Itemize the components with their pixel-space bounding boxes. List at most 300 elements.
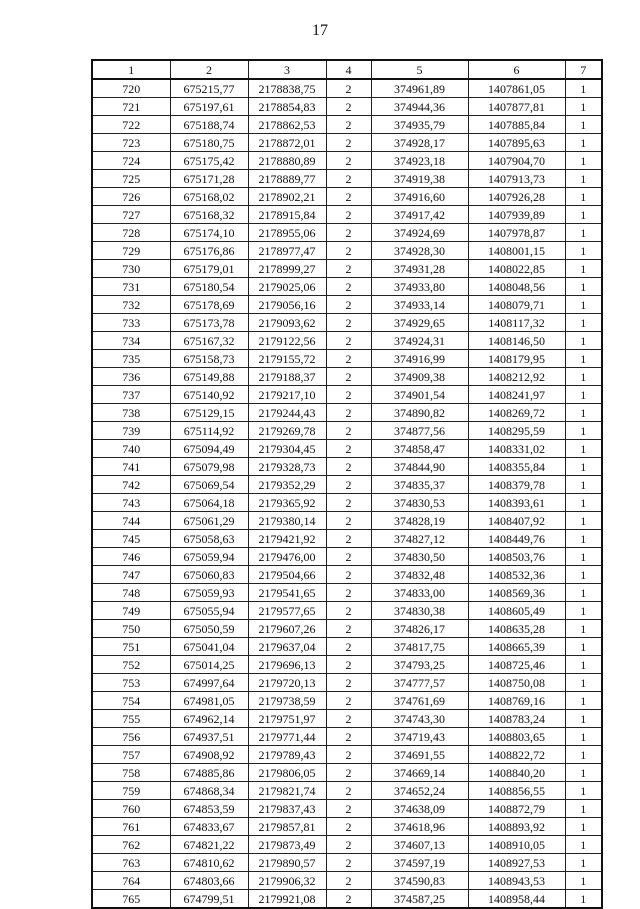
table-cell: 2179696,13 (248, 656, 326, 674)
table-cell: 753 (92, 674, 170, 692)
table-cell: 374826,17 (371, 620, 468, 638)
table-row (92, 566, 602, 584)
table-cell: 1 (565, 710, 602, 728)
table-cell: 2 (326, 134, 371, 152)
table-cell: 374909,38 (371, 368, 468, 386)
table-cell: 374944,36 (371, 98, 468, 116)
table-cell: 2179093,62 (248, 314, 326, 332)
table-cell: 374817,75 (371, 638, 468, 656)
table-cell: 759 (92, 782, 170, 800)
table-cell: 374924,31 (371, 332, 468, 350)
table-cell: 374931,28 (371, 260, 468, 278)
table-cell: 1407939,89 (468, 206, 565, 224)
table-cell: 1408449,76 (468, 530, 565, 548)
table-cell: 1 (565, 656, 602, 674)
table-cell: 1408079,71 (468, 296, 565, 314)
table-cell: 1408635,28 (468, 620, 565, 638)
table-cell: 1408750,08 (468, 674, 565, 692)
table-cell: 374929,65 (371, 314, 468, 332)
table-cell: 675175,42 (170, 152, 248, 170)
table-cell: 2 (326, 638, 371, 656)
table-cell: 675094,49 (170, 440, 248, 458)
table-cell: 758 (92, 764, 170, 782)
table-cell: 675176,86 (170, 242, 248, 260)
table-row (92, 79, 602, 98)
table-cell: 1 (565, 800, 602, 818)
table-cell: 1408856,55 (468, 782, 565, 800)
table-cell: 1 (565, 530, 602, 548)
table-cell: 1408117,32 (468, 314, 565, 332)
table-cell: 1407978,87 (468, 224, 565, 242)
table-cell: 2 (326, 278, 371, 296)
table-cell: 674853,59 (170, 800, 248, 818)
table-cell: 761 (92, 818, 170, 836)
table-cell: 1 (565, 422, 602, 440)
table-cell: 1 (565, 818, 602, 836)
table-row (92, 512, 602, 530)
table-row (92, 872, 602, 890)
table-cell: 374933,80 (371, 278, 468, 296)
table-cell: 1408001,15 (468, 242, 565, 260)
table-cell: 1 (565, 170, 602, 188)
table-row (92, 260, 602, 278)
table-cell: 1408503,76 (468, 548, 565, 566)
table-cell: 1408241,97 (468, 386, 565, 404)
table-cell: 2 (326, 296, 371, 314)
table-cell: 2 (326, 440, 371, 458)
table-cell: 675060,83 (170, 566, 248, 584)
table-cell: 1 (565, 566, 602, 584)
table-cell: 1407926,28 (468, 188, 565, 206)
table-cell: 1408872,79 (468, 800, 565, 818)
table-cell: 2 (326, 386, 371, 404)
table-cell: 726 (92, 188, 170, 206)
table-cell: 1407895,63 (468, 134, 565, 152)
table-cell: 374638,09 (371, 800, 468, 818)
table-cell: 1408022,85 (468, 260, 565, 278)
table-row (92, 350, 602, 368)
table-cell: 1408269,72 (468, 404, 565, 422)
table-cell: 1 (565, 638, 602, 656)
table-cell: 2179304,45 (248, 440, 326, 458)
table-cell: 1 (565, 764, 602, 782)
table-cell: 728 (92, 224, 170, 242)
table-cell: 2 (326, 872, 371, 890)
table-cell: 374652,24 (371, 782, 468, 800)
table-cell: 742 (92, 476, 170, 494)
table-cell: 675168,02 (170, 188, 248, 206)
table-row (92, 368, 602, 386)
table-cell: 2178880,89 (248, 152, 326, 170)
table-cell: 2178999,27 (248, 260, 326, 278)
table-cell: 2 (326, 152, 371, 170)
table-cell: 2 (326, 350, 371, 368)
table-cell: 1 (565, 854, 602, 872)
table-cell: 374777,57 (371, 674, 468, 692)
table-cell: 725 (92, 170, 170, 188)
table-cell: 1 (565, 728, 602, 746)
table-cell: 2179244,43 (248, 404, 326, 422)
table-cell: 749 (92, 602, 170, 620)
table-cell: 1 (565, 782, 602, 800)
table-row (92, 692, 602, 710)
table-row (92, 116, 602, 134)
table-cell: 2 (326, 368, 371, 386)
table-cell: 2179751,97 (248, 710, 326, 728)
table-cell: 754 (92, 692, 170, 710)
table-cell: 675059,93 (170, 584, 248, 602)
table-row (92, 656, 602, 674)
table-cell: 374928,17 (371, 134, 468, 152)
table-cell: 765 (92, 890, 170, 909)
table-row (92, 584, 602, 602)
table-cell: 2179720,13 (248, 674, 326, 692)
table-cell: 764 (92, 872, 170, 890)
page-number: 17 (312, 22, 328, 39)
table-cell: 2 (326, 692, 371, 710)
table-cell: 2179541,65 (248, 584, 326, 602)
table-cell: 675079,98 (170, 458, 248, 476)
table-cell: 2 (326, 116, 371, 134)
coordinates-table (91, 59, 603, 909)
table-cell: 2178902,21 (248, 188, 326, 206)
table-row (92, 242, 602, 260)
table-row (92, 638, 602, 656)
table-row (92, 674, 602, 692)
table-row (92, 530, 602, 548)
table-cell: 1 (565, 206, 602, 224)
table-cell: 2 (326, 512, 371, 530)
table-cell: 2 (326, 566, 371, 584)
table-cell: 1407904,70 (468, 152, 565, 170)
table-cell: 2179352,29 (248, 476, 326, 494)
table-row (92, 818, 602, 836)
table-cell: 1 (565, 386, 602, 404)
table-cell: 2 (326, 188, 371, 206)
table-cell: 1408840,20 (468, 764, 565, 782)
table-cell: 748 (92, 584, 170, 602)
table-row (92, 224, 602, 242)
table-cell: 2 (326, 224, 371, 242)
column-header: 1 (92, 60, 170, 79)
table-cell: 374935,79 (371, 116, 468, 134)
table-cell: 675069,54 (170, 476, 248, 494)
table-cell: 1 (565, 620, 602, 638)
table-cell: 374933,14 (371, 296, 468, 314)
table-cell: 675180,54 (170, 278, 248, 296)
table-cell: 1408569,36 (468, 584, 565, 602)
table-cell: 675140,92 (170, 386, 248, 404)
table-cell: 1 (565, 314, 602, 332)
table-row (92, 782, 602, 800)
table-cell: 2179821,74 (248, 782, 326, 800)
table-cell: 2179837,43 (248, 800, 326, 818)
table-row (92, 476, 602, 494)
table-cell: 751 (92, 638, 170, 656)
column-header: 6 (468, 60, 565, 79)
table-cell: 2 (326, 332, 371, 350)
table-cell: 374923,18 (371, 152, 468, 170)
table-row (92, 152, 602, 170)
table-row (92, 314, 602, 332)
table-cell: 674937,51 (170, 728, 248, 746)
table-cell: 2 (326, 170, 371, 188)
table-cell: 2178977,47 (248, 242, 326, 260)
table-cell: 675178,69 (170, 296, 248, 314)
table-cell: 2 (326, 854, 371, 872)
table-cell: 2 (326, 746, 371, 764)
table-row (92, 764, 602, 782)
table-cell: 374830,50 (371, 548, 468, 566)
table-cell: 2179269,78 (248, 422, 326, 440)
table-row (92, 206, 602, 224)
table-cell: 675129,15 (170, 404, 248, 422)
table-cell: 675061,29 (170, 512, 248, 530)
table-cell: 1408910,05 (468, 836, 565, 854)
table-cell: 2179771,44 (248, 728, 326, 746)
table-cell: 374928,30 (371, 242, 468, 260)
table-cell: 1 (565, 440, 602, 458)
table-cell: 1 (565, 584, 602, 602)
table-cell: 374719,43 (371, 728, 468, 746)
table-cell: 1408665,39 (468, 638, 565, 656)
table-row (92, 296, 602, 314)
table-cell: 374590,83 (371, 872, 468, 890)
table-cell: 374587,25 (371, 890, 468, 909)
table-cell: 2179365,92 (248, 494, 326, 512)
table-cell: 2 (326, 656, 371, 674)
table-cell: 757 (92, 746, 170, 764)
table-cell: 734 (92, 332, 170, 350)
table-cell: 1 (565, 512, 602, 530)
table-cell: 739 (92, 422, 170, 440)
table-cell: 675180,75 (170, 134, 248, 152)
table-cell: 1 (565, 746, 602, 764)
table-cell: 2179056,16 (248, 296, 326, 314)
table-row (92, 188, 602, 206)
table-cell: 1 (565, 98, 602, 116)
table-cell: 374858,47 (371, 440, 468, 458)
table-cell: 674799,51 (170, 890, 248, 909)
table-cell: 730 (92, 260, 170, 278)
table-cell: 2 (326, 314, 371, 332)
table-cell: 1408943,53 (468, 872, 565, 890)
table-cell: 374793,25 (371, 656, 468, 674)
table-cell: 1 (565, 548, 602, 566)
table-cell: 675188,74 (170, 116, 248, 134)
table-cell: 1 (565, 872, 602, 890)
table-cell: 2179421,92 (248, 530, 326, 548)
table-cell: 374761,69 (371, 692, 468, 710)
table-cell: 747 (92, 566, 170, 584)
table-cell: 1408783,24 (468, 710, 565, 728)
table-cell: 374901,54 (371, 386, 468, 404)
table-cell: 2179025,06 (248, 278, 326, 296)
table-cell: 2179921,08 (248, 890, 326, 909)
table-cell: 1 (565, 134, 602, 152)
table-cell: 1408355,84 (468, 458, 565, 476)
column-header: 3 (248, 60, 326, 79)
table-cell: 1 (565, 152, 602, 170)
table-cell: 1 (565, 79, 602, 98)
table-cell: 674868,34 (170, 782, 248, 800)
table-cell: 2179637,04 (248, 638, 326, 656)
table-cell: 2178854,83 (248, 98, 326, 116)
table-cell: 374830,38 (371, 602, 468, 620)
table-cell: 2 (326, 584, 371, 602)
table-row (92, 386, 602, 404)
table-cell: 674833,67 (170, 818, 248, 836)
table-cell: 762 (92, 836, 170, 854)
table-row (92, 602, 602, 620)
table-cell: 2 (326, 674, 371, 692)
table-row (92, 620, 602, 638)
table-cell: 1408048,56 (468, 278, 565, 296)
table-cell: 1408331,02 (468, 440, 565, 458)
table-cell: 745 (92, 530, 170, 548)
table-cell: 737 (92, 386, 170, 404)
table-cell: 722 (92, 116, 170, 134)
table-cell: 2179155,72 (248, 350, 326, 368)
table-cell: 374618,96 (371, 818, 468, 836)
table-cell: 374916,99 (371, 350, 468, 368)
table-cell: 674821,22 (170, 836, 248, 854)
table-cell: 1407877,81 (468, 98, 565, 116)
table-cell: 675179,01 (170, 260, 248, 278)
table-cell: 1408295,59 (468, 422, 565, 440)
table-cell: 746 (92, 548, 170, 566)
table-cell: 374961,89 (371, 79, 468, 98)
table-cell: 2179188,37 (248, 368, 326, 386)
table-cell: 374833,00 (371, 584, 468, 602)
table-cell: 674962,14 (170, 710, 248, 728)
table-cell: 2 (326, 530, 371, 548)
table-cell: 720 (92, 79, 170, 98)
table-cell: 374827,12 (371, 530, 468, 548)
table-cell: 374743,30 (371, 710, 468, 728)
table-cell: 1408212,92 (468, 368, 565, 386)
table-cell: 1408822,72 (468, 746, 565, 764)
table-row (92, 134, 602, 152)
table-cell: 729 (92, 242, 170, 260)
table-cell: 674908,92 (170, 746, 248, 764)
table-cell: 374916,60 (371, 188, 468, 206)
table-row (92, 278, 602, 296)
table-row (92, 890, 602, 909)
table-cell: 674981,05 (170, 692, 248, 710)
table-cell: 733 (92, 314, 170, 332)
table-cell: 1408958,44 (468, 890, 565, 909)
table-row (92, 854, 602, 872)
table-cell: 675149,88 (170, 368, 248, 386)
table-cell: 675055,94 (170, 602, 248, 620)
table-cell: 1408379,78 (468, 476, 565, 494)
table-cell: 374890,82 (371, 404, 468, 422)
table-cell: 1 (565, 404, 602, 422)
table-row (92, 548, 602, 566)
table-cell: 1 (565, 296, 602, 314)
table-cell: 1 (565, 116, 602, 134)
table-cell: 2 (326, 620, 371, 638)
table-cell: 675197,61 (170, 98, 248, 116)
table-cell: 374844,90 (371, 458, 468, 476)
table-cell: 1 (565, 278, 602, 296)
table-cell: 1408927,53 (468, 854, 565, 872)
table-cell: 1408407,92 (468, 512, 565, 530)
column-header: 5 (371, 60, 468, 79)
table-cell: 675041,04 (170, 638, 248, 656)
table-cell: 1408605,49 (468, 602, 565, 620)
table-header-row (92, 60, 602, 79)
table-cell: 1408893,92 (468, 818, 565, 836)
table-cell: 374669,14 (371, 764, 468, 782)
table-cell: 2178838,75 (248, 79, 326, 98)
table-cell: 675171,28 (170, 170, 248, 188)
table-cell: 675174,10 (170, 224, 248, 242)
table-cell: 2179577,65 (248, 602, 326, 620)
table-cell: 732 (92, 296, 170, 314)
table-cell: 2 (326, 800, 371, 818)
table-cell: 743 (92, 494, 170, 512)
table-cell: 1 (565, 224, 602, 242)
table-cell: 2 (326, 548, 371, 566)
table-cell: 2179122,56 (248, 332, 326, 350)
table-cell: 1 (565, 494, 602, 512)
table-cell: 1 (565, 836, 602, 854)
table-cell: 675059,94 (170, 548, 248, 566)
table-cell: 2178955,06 (248, 224, 326, 242)
table-row (92, 746, 602, 764)
table-cell: 675064,18 (170, 494, 248, 512)
table-cell: 1 (565, 368, 602, 386)
table-cell: 731 (92, 278, 170, 296)
table-cell: 1407861,05 (468, 79, 565, 98)
table-cell: 2 (326, 764, 371, 782)
table-cell: 2179504,66 (248, 566, 326, 584)
table-cell: 674810,62 (170, 854, 248, 872)
table-cell: 741 (92, 458, 170, 476)
table-cell: 1 (565, 602, 602, 620)
table-cell: 2 (326, 818, 371, 836)
table-cell: 374919,38 (371, 170, 468, 188)
table-cell: 374828,19 (371, 512, 468, 530)
table-cell: 1408393,61 (468, 494, 565, 512)
table-cell: 2 (326, 98, 371, 116)
table-cell: 674885,86 (170, 764, 248, 782)
table-cell: 2179328,73 (248, 458, 326, 476)
column-header: 2 (170, 60, 248, 79)
table-cell: 374877,56 (371, 422, 468, 440)
table-cell: 2 (326, 260, 371, 278)
table-cell: 675158,73 (170, 350, 248, 368)
table-cell: 675167,32 (170, 332, 248, 350)
table-row (92, 836, 602, 854)
table-row (92, 728, 602, 746)
table-cell: 1 (565, 242, 602, 260)
table-cell: 727 (92, 206, 170, 224)
table-cell: 2 (326, 728, 371, 746)
table-cell: 374597,19 (371, 854, 468, 872)
table-cell: 2179873,49 (248, 836, 326, 854)
column-header: 4 (326, 60, 371, 79)
table-cell: 1408146,50 (468, 332, 565, 350)
table-cell: 760 (92, 800, 170, 818)
table-cell: 2 (326, 206, 371, 224)
table-cell: 740 (92, 440, 170, 458)
table-cell: 1 (565, 332, 602, 350)
table-cell: 2179789,43 (248, 746, 326, 764)
table-cell: 2 (326, 458, 371, 476)
